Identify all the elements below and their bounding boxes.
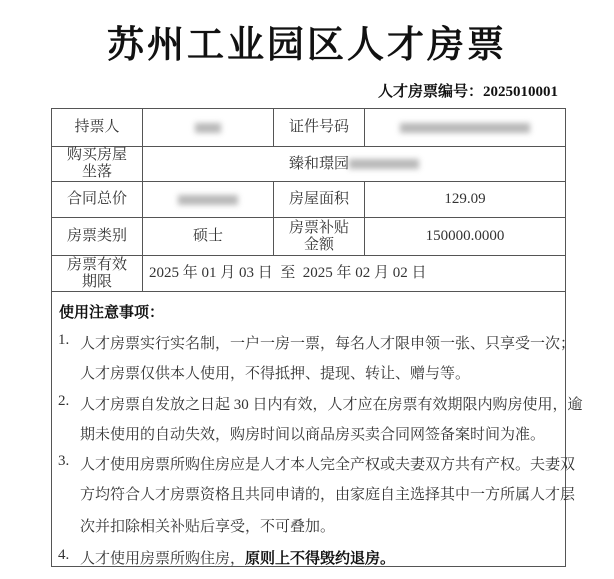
note-line: 人才使用房票所购住房，原则上不得毁约退房。 bbox=[80, 551, 396, 567]
note-line: 方均符合人才房票资格且共同申请的，由家庭自主选择其中一方所属人才层 bbox=[80, 487, 576, 503]
note-number: 3. bbox=[58, 453, 70, 469]
note-line: 次并扣除相关补贴后享受，不可叠加。 bbox=[80, 519, 336, 535]
type-value: 硕士 bbox=[143, 218, 274, 256]
validity-value: 2025 年 01 月 03 日 至 2025 年 02 月 02 日 bbox=[143, 256, 566, 292]
note-bold-text: 原则上不得毁约退房。 bbox=[245, 551, 396, 567]
note-line: 期未使用的自动失效，购房时间以商品房买卖合同网签备案时间为准。 bbox=[80, 427, 546, 443]
id-label: 证件号码 bbox=[274, 109, 365, 147]
note-number: 2. bbox=[58, 393, 70, 409]
note-line: 人才房票自发放之日起 30 日内有效，人才应在房票有效期限内购房使用，逾 bbox=[80, 397, 583, 413]
subsidy-value: 150000.0000 bbox=[365, 218, 566, 256]
holder-value-redacted bbox=[143, 109, 274, 147]
notes-heading: 使用注意事项： bbox=[59, 305, 165, 321]
document-title: 苏州工业园区人才房票 bbox=[107, 25, 507, 66]
subsidy-label: 房票补贴金额 bbox=[274, 218, 365, 256]
note-number: 1. bbox=[58, 332, 70, 348]
holder-label: 持票人 bbox=[52, 109, 143, 147]
id-value-redacted bbox=[365, 109, 566, 147]
area-value: 129.09 bbox=[365, 182, 566, 218]
price-label: 合同总价 bbox=[52, 182, 143, 218]
area-label: 房屋面积 bbox=[274, 182, 365, 218]
validity-label: 房票有效期限 bbox=[52, 256, 143, 292]
note-number: 4. bbox=[58, 547, 70, 563]
type-label: 房票类别 bbox=[52, 218, 143, 256]
location-value: 臻和璟园 bbox=[143, 147, 566, 182]
note-line: 人才房票仅供本人使用，不得抵押、提现、转让、赠与等。 bbox=[80, 366, 471, 382]
location-label: 购买房屋坐落 bbox=[52, 147, 143, 182]
ticket-info-table bbox=[51, 108, 566, 292]
price-value-redacted bbox=[143, 182, 274, 218]
note-line: 人才使用房票所购住房应是人才本人完全产权或夫妻双方共有产权。夫妻双 bbox=[80, 457, 576, 473]
ticket-number: 人才房票编号：2025010001 bbox=[377, 84, 558, 100]
usage-notes bbox=[51, 290, 583, 567]
note-line: 人才房票实行实名制，一户一房一票，每名人才限申领一张、只享受一次； bbox=[80, 336, 576, 352]
